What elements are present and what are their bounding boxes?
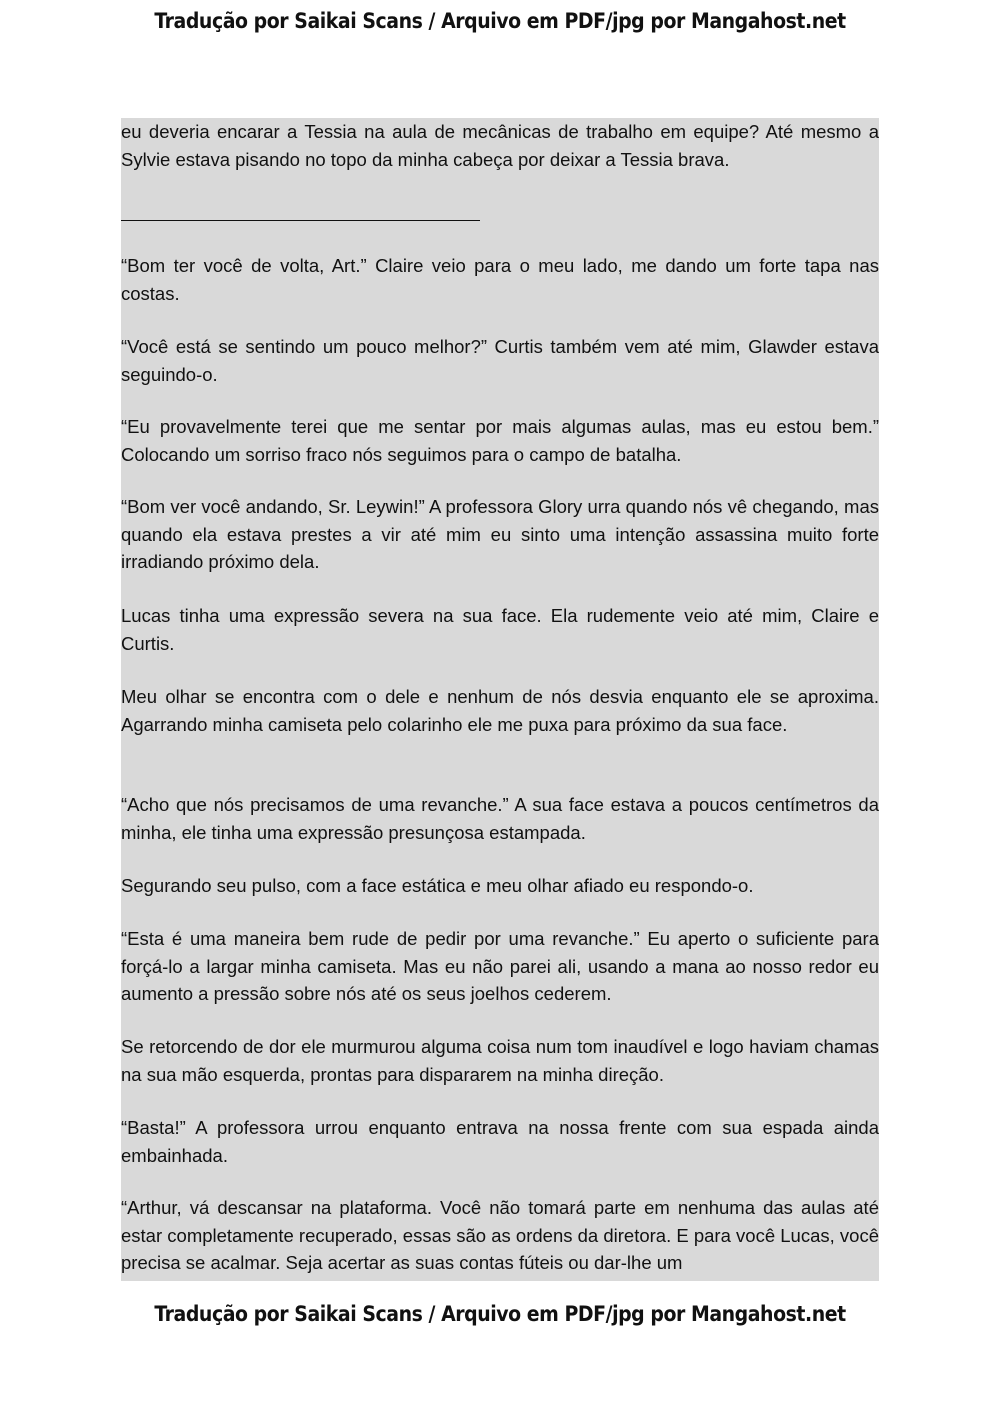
- paragraph-6: Lucas tinha uma expressão severa na sua face. Ela rudemente veio até mim, Claire e Curtis.: [121, 605, 879, 654]
- header-credit: Tradução por Saikai Scans / Arquivo em PDF/jpg por Mangahost.net: [154, 9, 846, 33]
- paragraph-3: “Você está se sentindo um pouco melhor?” Curtis também vem até mim, Glawder estava seguindo-o.: [121, 336, 879, 385]
- paragraph-1: eu deveria encarar a Tessia na aula de mecânicas de trabalho em equipe? Até mesmo a Sylvie estava pisando no topo da minha cabeça por deixar a Tessia brava.: [121, 121, 879, 170]
- paragraph-2: “Bom ter você de volta, Art.” Claire veio para o meu lado, me dando um forte tapa nas costas.: [121, 255, 879, 304]
- section-divider: [121, 220, 480, 221]
- footer-credit: Tradução por Saikai Scans / Arquivo em PDF/jpg por Mangahost.net: [154, 1302, 846, 1326]
- paragraph-11: Se retorcendo de dor ele murmurou alguma coisa num tom inaudível e logo haviam chamas na sua mão esquerda, prontas para dispararem na minha direção.: [121, 1036, 879, 1085]
- paragraph-4: “Eu provavelmente terei que me sentar por mais algumas aulas, mas eu estou bem.” Colocando um sorriso fraco nós seguimos para o campo de batalha.: [121, 416, 879, 465]
- paragraph-5: “Bom ver você andando, Sr. Leywin!” A professora Glory urra quando nós vê chegando, mas quando ela estava prestes a vir até mim eu sinto uma intenção assassina muito forte irradiando próximo dela.: [121, 496, 879, 572]
- paragraph-7: Meu olhar se encontra com o dele e nenhum de nós desvia enquanto ele se aproxima. Agarrando minha camiseta pelo colarinho ele me puxa para próximo da sua face.: [121, 686, 879, 735]
- paragraph-10: “Esta é uma maneira bem rude de pedir por uma revanche.” Eu aperto o suficiente para forçá-lo a largar minha camiseta. Mas eu não parei ali, usando a mana ao nosso redor eu aumento a pressão sobre nós até os seus joelhos cederem.: [121, 928, 879, 1004]
- paragraph-9: Segurando seu pulso, com a face estática e meu olhar afiado eu respondo-o.: [121, 875, 754, 896]
- paragraph-8: “Acho que nós precisamos de uma revanche.” A sua face estava a poucos centímetros da minha, ele tinha uma expressão presunçosa estampada.: [121, 794, 879, 843]
- document-body: [121, 118, 879, 1281]
- paragraph-13: “Arthur, vá descansar na plataforma. Você não tomará parte em nenhuma das aulas até estar completamente recuperado, essas são as ordens da diretora. E para você Lucas, você precisa se acalmar. Seja acertar as suas contas fúteis ou dar-lhe um: [121, 1197, 879, 1273]
- paragraph-12: “Basta!” A professora urrou enquanto entrava na nossa frente com sua espada ainda embainhada.: [121, 1117, 879, 1166]
